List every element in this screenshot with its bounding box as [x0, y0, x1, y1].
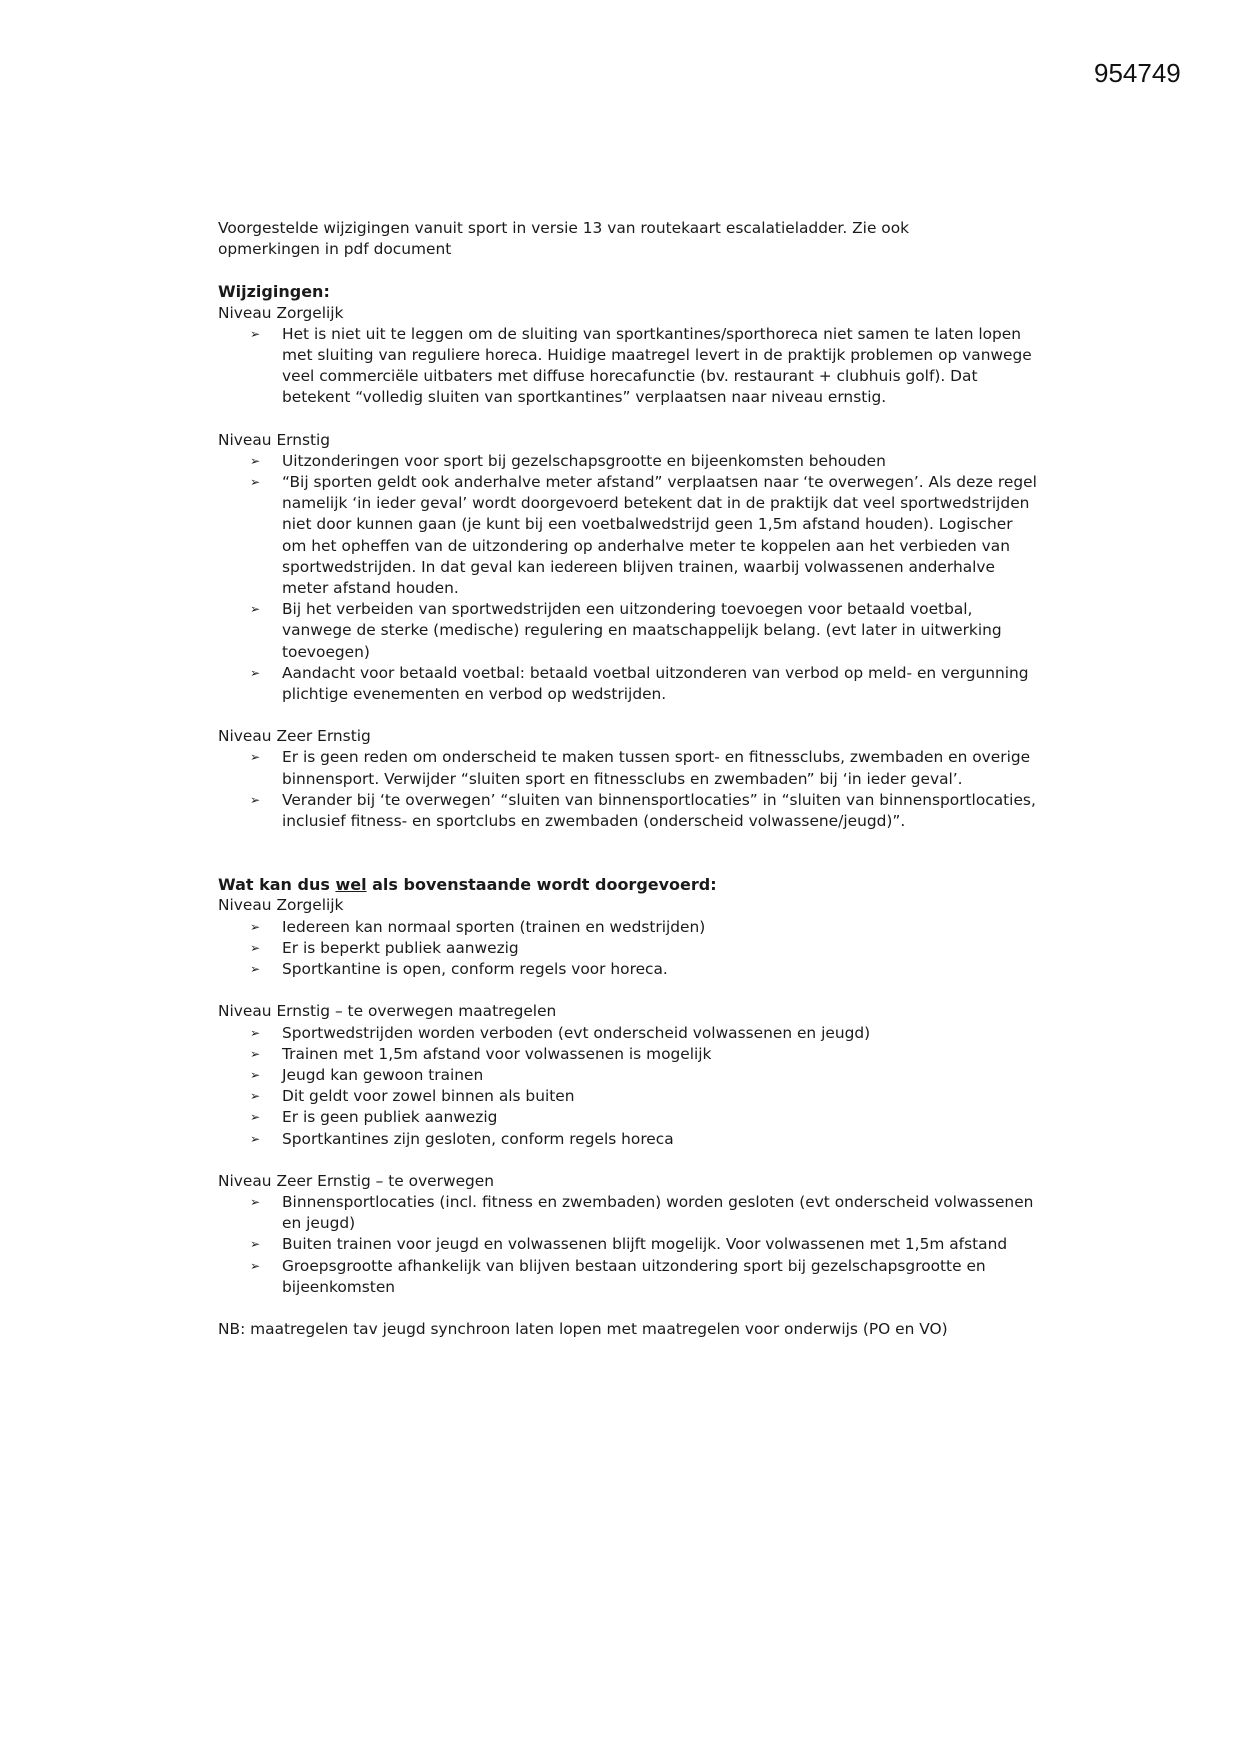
arrow-bullet-icon: ➢ — [250, 1089, 261, 1104]
arrow-bullet-icon: ➢ — [250, 792, 261, 807]
arrow-bullet-icon: ➢ — [250, 665, 261, 680]
level-title: Niveau Ernstig – te overwegen maatregelen — [218, 1002, 557, 1021]
list-item — [250, 451, 1038, 472]
list-item — [250, 599, 1038, 663]
list-item-text: Sportkantines zijn gesloten, conform regels horeca — [282, 1129, 674, 1148]
bullet-list — [218, 917, 1038, 981]
level-block-zeer-ernstig-2 — [218, 1171, 1038, 1298]
list-item — [250, 472, 1038, 599]
list-item-text: Verander bij ‘te overwegen’ “sluiten van binnensportlocaties” in “sluiten van binnensportlocaties, inclusief fitness- en sportclubs en zwembaden (onderscheid volwassene/jeugd)”. — [282, 790, 1036, 831]
list-item-text: Aandacht voor betaald voetbal: betaald voetbal uitzonderen van verbod op meld- en vergunning plichtige evenementen en verbod op wedstrijden. — [282, 663, 1029, 704]
list-item — [250, 959, 1038, 980]
list-item — [250, 938, 1038, 959]
level-block-zeer-ernstig — [218, 726, 1038, 832]
arrow-bullet-icon: ➢ — [250, 1258, 261, 1273]
list-item-text: Groepsgrootte afhankelijk van blijven bestaan uitzondering sport bij gezelschapsgrootte en bijeenkomsten — [282, 1256, 986, 1296]
section-spacer — [218, 853, 1038, 874]
list-item-text: Iedereen kan normaal sporten (trainen en wedstrijden) — [282, 917, 706, 936]
arrow-bullet-icon: ➢ — [250, 940, 261, 955]
arrow-bullet-icon: ➢ — [250, 1025, 261, 1040]
list-item — [250, 1256, 1038, 1298]
level-block-zorgelijk-2 — [218, 895, 1038, 980]
bullet-list — [218, 451, 1038, 705]
level-title: Niveau Ernstig — [218, 430, 331, 449]
arrow-bullet-icon: ➢ — [250, 1046, 261, 1061]
list-item — [250, 917, 1038, 938]
bullet-list — [218, 747, 1038, 832]
list-item — [250, 1129, 1038, 1150]
bullet-list — [218, 1192, 1038, 1298]
list-item-text: Bij het verbeiden van sportwedstrijden een uitzondering toevoegen voor betaald voetbal, vanwege de sterke (medische) regulering en maatschappelijk belang. (evt later in uitwerking toevoegen) — [282, 600, 1002, 661]
arrow-bullet-icon: ➢ — [250, 1067, 261, 1082]
level-title: Niveau Zorgelijk — [218, 896, 344, 915]
list-item — [250, 790, 1038, 832]
arrow-bullet-icon: ➢ — [250, 1110, 261, 1125]
arrow-bullet-icon: ➢ — [250, 1237, 261, 1252]
list-item-text: Trainen met 1,5m afstand voor volwassenen is mogelijk — [282, 1044, 712, 1063]
list-item — [250, 1065, 1038, 1086]
arrow-bullet-icon: ➢ — [250, 453, 261, 468]
intro-paragraph: Voorgestelde wijzigingen vanuit sport in versie 13 van routekaart escalatieladder. Zie ook opmerkingen in pdf document — [218, 219, 910, 259]
list-item-text: Binnensportlocaties (incl. fitness en zwembaden) worden gesloten (evt onderscheid volwassenen en jeugd) — [282, 1192, 1034, 1233]
section-heading-wijzigingen: Wijzigingen: — [218, 282, 330, 302]
level-block-zorgelijk — [218, 303, 1038, 409]
list-item — [250, 1086, 1038, 1107]
list-item — [250, 747, 1038, 789]
heading-text-post: als bovenstaande wordt doorgevoerd: — [366, 875, 717, 895]
arrow-bullet-icon: ➢ — [250, 602, 261, 617]
list-item — [250, 1023, 1038, 1044]
arrow-bullet-icon: ➢ — [250, 326, 261, 341]
list-item-text: “Bij sporten geldt ook anderhalve meter afstand” verplaatsen naar ‘te overwegen’. Als deze regel namelijk ‘in ieder geval’ wordt doorgevoerd betekent dat in de praktijk dat veel sportwedstrijden niet door kunnen gaan (je kunt bij een voetbalwedstrijd geen 1,5m afstand houden). Logischer om het opheffen van de uitzondering op anderhalve meter te koppelen aan het verbieden van sportwedstrijden. In dat geval kan iedereen blijven trainen, waarbij volwassenen anderhalve meter afstand houden. — [282, 473, 1037, 598]
list-item-text: Er is geen publiek aanwezig — [282, 1108, 498, 1127]
list-item — [250, 1234, 1038, 1255]
level-block-ernstig-2 — [218, 1001, 1038, 1149]
bullet-list — [218, 324, 1038, 409]
list-item-text: Jeugd kan gewoon trainen — [282, 1065, 484, 1084]
heading-text-pre: Wat kan dus — [218, 875, 336, 895]
document-body — [218, 218, 1038, 1340]
document-id-number: 954749 — [1094, 58, 1181, 88]
section-heading-wat-kan-wel — [218, 874, 1038, 895]
list-item-text: Er is beperkt publiek aanwezig — [282, 938, 519, 957]
list-item — [250, 663, 1038, 705]
list-item — [250, 1044, 1038, 1065]
list-item-text: Dit geldt voor zowel binnen als buiten — [282, 1087, 575, 1106]
arrow-bullet-icon: ➢ — [250, 750, 261, 765]
list-item — [250, 324, 1038, 409]
list-item-text: Het is niet uit te leggen om de sluiting van sportkantines/sporthoreca niet samen te laten lopen met sluiting van reguliere horeca. Huidige maatregel levert in de praktijk problemen op vanwege veel commerciële uitbaters met diffuse horecafunctie (bv. restaurant + clubhuis golf). Dat betekent “volledig sluiten van sportkantines” verplaatsen naar niveau ernstig. — [282, 324, 1032, 407]
arrow-bullet-icon: ➢ — [250, 475, 261, 490]
level-title: Niveau Zeer Ernstig – te overwegen — [218, 1171, 495, 1190]
level-title: Niveau Zeer Ernstig — [218, 727, 371, 746]
list-item-text: Sportwedstrijden worden verboden (evt onderscheid volwassenen en jeugd) — [282, 1023, 871, 1042]
list-item-text: Er is geen reden om onderscheid te maken tussen sport- en fitnessclubs, zwembaden en overige binnensport. Verwijder “sluiten sport en fitnessclubs en zwembaden” bij ‘in ieder geval’. — [282, 748, 1031, 788]
list-item-text: Buiten trainen voor jeugd en volwassenen blijft mogelijk. Voor volwassenen met 1,5m afstand — [282, 1235, 1008, 1254]
nb-note: NB: maatregelen tav jeugd synchroon laten lopen met maatregelen voor onderwijs (PO en VO) — [218, 1319, 948, 1338]
list-item — [250, 1192, 1038, 1234]
list-item — [250, 1107, 1038, 1128]
list-item-text: Sportkantine is open, conform regels voor horeca. — [282, 960, 668, 979]
arrow-bullet-icon: ➢ — [250, 1131, 261, 1146]
bullet-list — [218, 1023, 1038, 1150]
heading-text-underlined: wel — [335, 875, 367, 895]
list-item-text: Uitzonderingen voor sport bij gezelschapsgrootte en bijeenkomsten behouden — [282, 451, 886, 470]
arrow-bullet-icon: ➢ — [250, 1194, 261, 1209]
level-block-ernstig — [218, 430, 1038, 706]
arrow-bullet-icon: ➢ — [250, 919, 261, 934]
level-title: Niveau Zorgelijk — [218, 303, 344, 322]
arrow-bullet-icon: ➢ — [250, 962, 261, 977]
